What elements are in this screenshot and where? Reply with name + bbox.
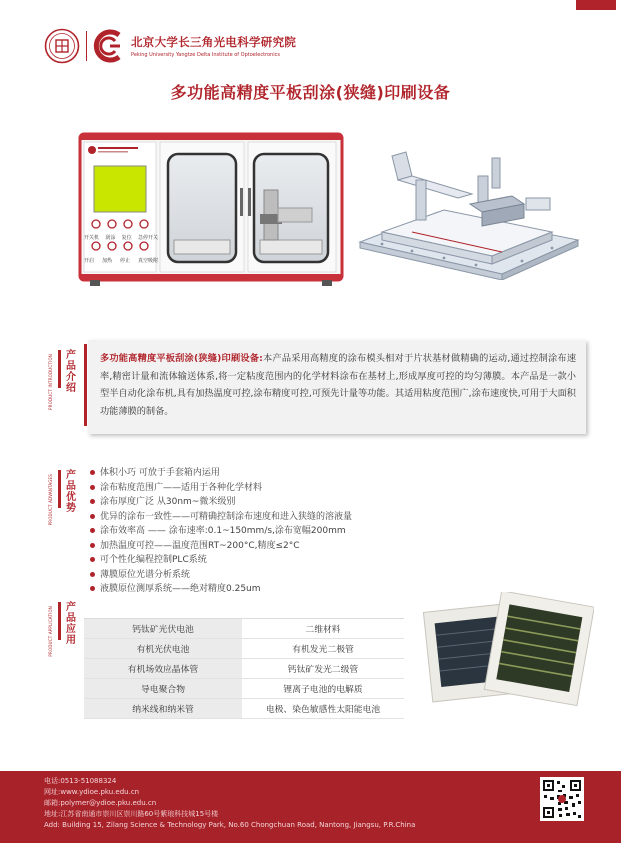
contact-info — [44, 776, 415, 831]
intro-body: 本产品采用高精度的涂布模头相对于片状基材做精确的运动,通过控制涂布速率,精密计量和流体输送体系,将一定粘度范围内的化学材料涂布在基材上,形成厚度可控的均匀薄膜。本产品是一款小型半自动化涂布机,具有加热温度可控,涂布精度可控,可预先计量等功能。其适用粘度范围广,涂布速度快,可用于大面积功能薄膜的制备。 — [100, 353, 577, 417]
footer-address-cn: 地址:江苏省南通市崇川区崇川路60号紫琅科技城15号楼 — [44, 810, 219, 818]
panel-label: 开关机 — [84, 235, 100, 241]
section-bar — [58, 602, 61, 640]
table-row — [84, 639, 404, 659]
panel-label: 复位 — [121, 235, 132, 241]
list-item: 可个性化编程控制PLC系统 — [88, 553, 428, 568]
film-samples-image — [418, 592, 594, 710]
table-cell: 有机光伏电池 — [84, 639, 242, 659]
table-cell: 二维材料 — [242, 619, 404, 639]
footer-bar — [0, 771, 621, 843]
panel-label: 真空吸附 — [137, 258, 158, 264]
list-item: 涂布效率高 —— 涂布速率:0.1~150mm/s,涂布宽幅200mm — [88, 524, 428, 539]
institute-logo-icon — [93, 29, 127, 63]
section-label-applications — [44, 602, 84, 692]
intro-accent-bar — [84, 344, 87, 426]
advantages-list — [88, 466, 428, 597]
list-item: 薄膜原位光谱分析系统 — [88, 568, 428, 583]
table-cell: 有机场效应晶体管 — [84, 659, 242, 679]
table-cell: 钙钛矿发光二级管 — [242, 659, 404, 679]
intro-panel — [88, 340, 586, 434]
table-cell: 导电聚合物 — [84, 679, 242, 699]
document-title: 多功能高精度平板刮涂(狭缝)印刷设备 — [170, 83, 451, 102]
footer-phone: 电话:0513-51088324 — [44, 777, 117, 785]
intro-heading: 多功能高精度平板刮涂(狭缝)印刷设备: — [100, 353, 263, 364]
footer-address-en: Add: Building 15, Zilang Science & Technology Park, No.60 Chongchuan Road, Nantong, Jiangsu, P.R.China — [44, 821, 416, 829]
footer-email: 邮箱:polymer@ydioe.pku.edu.cn — [44, 799, 157, 807]
panel-label: 急停开关 — [137, 235, 158, 241]
table-cell: 有机发光二极管 — [242, 639, 404, 659]
intro-paragraph — [100, 350, 576, 420]
list-item: 液膜原位测厚系统——绝对精度0.25um — [88, 582, 428, 597]
section-label-intro — [44, 350, 84, 440]
top-red-tab — [576, 0, 616, 10]
table-cell: 锂离子电池的电解质 — [242, 679, 404, 699]
institute-name-cn: 北京大学长三角光电科学研究院 — [131, 35, 297, 49]
section-label-cn: 产品介绍 — [66, 350, 76, 394]
section-label-en: PRODUCT ADVANTAGES — [48, 474, 53, 526]
section-label-en: PRODUCT INTRODUCTION — [48, 354, 53, 410]
section-label-advantages — [44, 470, 84, 560]
coating-machine-image — [78, 128, 344, 290]
section-label-cn: 产品优势 — [66, 470, 76, 514]
footer-website: 网址:www.ydioe.pku.edu.cn — [44, 788, 140, 796]
section-bar — [58, 350, 61, 388]
table-row — [84, 679, 404, 699]
list-item: 加热温度可控——温度范围RT~200°C,精度≤2°C — [88, 539, 428, 554]
panel-label: 停止 — [119, 258, 130, 264]
qr-code-icon — [540, 777, 584, 821]
table-row — [84, 659, 404, 679]
institute-header — [44, 28, 296, 64]
list-item: 涂布厚度广泛 从30nm~微米级别 — [88, 495, 428, 510]
panel-label: 开启 — [84, 258, 95, 264]
section-bar — [58, 470, 61, 508]
table-row — [84, 699, 404, 719]
pku-seal-icon — [44, 28, 80, 64]
panel-label: 刮涂 — [105, 235, 116, 241]
machine-panel-labels — [84, 234, 158, 264]
institute-name-en: Peking University Yangtze Delta Institute of Optoelectronics — [131, 52, 280, 58]
applications-table — [84, 618, 404, 719]
table-cell: 纳米线和纳米管 — [84, 699, 242, 719]
table-cell: 电极、染色敏感性太阳能电池 — [242, 699, 404, 719]
coater-3d-diagram — [352, 146, 582, 280]
list-item: 优异的涂布一致性——可精确控制涂布速度和进入狭缝的溶液量 — [88, 510, 428, 525]
table-cell: 钙钛矿光伏电池 — [84, 619, 242, 639]
section-label-en: PRODUCT APPLICATION — [48, 606, 53, 657]
panel-label: 加热 — [101, 258, 112, 264]
section-label-cn: 产品应用 — [66, 602, 76, 646]
list-item: 涂布粘度范围广——适用于各种化学材料 — [88, 481, 428, 496]
list-item: 体积小巧 可放于手套箱内运用 — [88, 466, 428, 481]
logo-separator — [86, 31, 87, 61]
table-row — [84, 619, 404, 639]
